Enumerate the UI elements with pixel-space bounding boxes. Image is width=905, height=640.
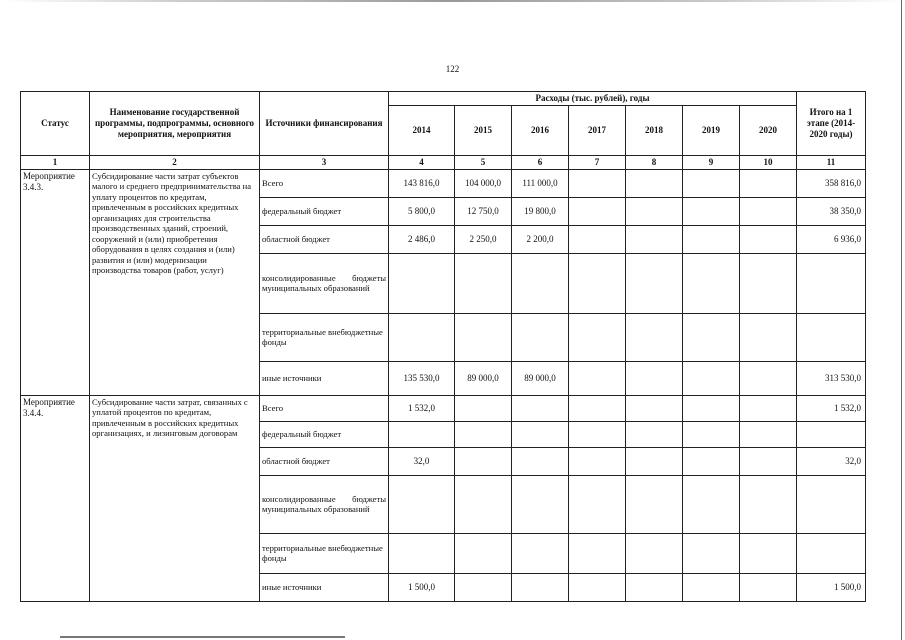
value-cell — [512, 533, 569, 573]
measure-3-4-3 — [21, 169, 866, 395]
value-cell — [626, 573, 683, 601]
source-label: федеральный бюджет — [260, 421, 389, 447]
header-year: 2016 — [512, 106, 569, 156]
header-year: 2017 — [569, 106, 626, 156]
value-cell — [683, 169, 740, 197]
scan-edge-right — [901, 0, 902, 640]
value-cell — [455, 253, 512, 313]
value-cell: 135 530,0 — [389, 361, 455, 395]
value-cell — [740, 253, 797, 313]
value-cell: 1 500,0 — [389, 573, 455, 601]
header-year: 2015 — [455, 106, 512, 156]
total-cell: 38 350,0 — [797, 197, 866, 225]
value-cell — [389, 533, 455, 573]
value-cell: 111 000,0 — [512, 169, 569, 197]
column-number: 6 — [512, 156, 569, 170]
value-cell — [389, 475, 455, 533]
measure-3-4-4 — [21, 395, 866, 601]
table-header — [21, 92, 866, 170]
value-cell — [626, 197, 683, 225]
value-cell — [569, 573, 626, 601]
table-row — [21, 169, 866, 197]
value-cell — [389, 313, 455, 361]
value-cell — [569, 169, 626, 197]
header-name: Наименование государственной программы, подпрограммы, основного мероприятия, мероприятия — [90, 92, 260, 156]
value-cell — [626, 421, 683, 447]
value-cell: 89 000,0 — [512, 361, 569, 395]
measure-status: Мероприятие 3.4.3. — [21, 169, 90, 395]
total-cell: 6 936,0 — [797, 225, 866, 253]
total-cell — [797, 313, 866, 361]
value-cell — [569, 197, 626, 225]
source-label: консолидированные бюджеты муниципальных образований — [260, 475, 389, 533]
total-cell: 313 530,0 — [797, 361, 866, 395]
column-number: 10 — [740, 156, 797, 170]
column-number: 5 — [455, 156, 512, 170]
value-cell: 1 532,0 — [389, 395, 455, 421]
header-total: Итого на 1 этапе (2014-2020 годы) — [797, 92, 866, 156]
total-cell: 1 500,0 — [797, 573, 866, 601]
value-cell — [683, 225, 740, 253]
value-cell — [512, 421, 569, 447]
value-cell — [455, 447, 512, 475]
header-sources: Источники финансирования — [260, 92, 389, 156]
value-cell — [740, 169, 797, 197]
value-cell: 2 486,0 — [389, 225, 455, 253]
source-label: Всего — [260, 169, 389, 197]
value-cell: 5 800,0 — [389, 197, 455, 225]
value-cell: 32,0 — [389, 447, 455, 475]
value-cell: 143 816,0 — [389, 169, 455, 197]
total-cell: 32,0 — [797, 447, 866, 475]
source-label: Всего — [260, 395, 389, 421]
value-cell — [626, 253, 683, 313]
scan-edge-top — [0, 0, 905, 2]
value-cell — [512, 313, 569, 361]
column-number: 11 — [797, 156, 866, 170]
total-cell — [797, 475, 866, 533]
value-cell — [455, 573, 512, 601]
value-cell — [626, 395, 683, 421]
value-cell — [569, 533, 626, 573]
source-label: территориальные внебюджетные фонды — [260, 533, 389, 573]
value-cell — [626, 475, 683, 533]
column-number: 2 — [90, 156, 260, 170]
value-cell — [512, 253, 569, 313]
value-cell — [626, 313, 683, 361]
value-cell — [455, 313, 512, 361]
scan-edge-bottom — [60, 636, 345, 638]
value-cell — [569, 421, 626, 447]
value-cell: 2 200,0 — [512, 225, 569, 253]
header-expenses: Расходы (тыс. рублей), годы — [389, 92, 797, 106]
column-number: 4 — [389, 156, 455, 170]
header-status: Статус — [21, 92, 90, 156]
total-cell — [797, 253, 866, 313]
value-cell — [626, 169, 683, 197]
value-cell — [512, 447, 569, 475]
value-cell — [512, 395, 569, 421]
value-cell — [740, 197, 797, 225]
measure-name: Субсидирование части затрат субъектов малого и среднего предпринимательства на уплату процентов по кредитам, привлеченным в российских кредитных организациях для строительства производственных зданий, строений, сооружений и (или) приобретения оборудования в целях создания и (или) развития и (или) модернизации производства товаров (работ, услуг) — [90, 169, 260, 395]
source-label: иные источники — [260, 573, 389, 601]
value-cell — [512, 573, 569, 601]
source-label: консолидированные бюджеты муниципальных образований — [260, 253, 389, 313]
value-cell — [683, 253, 740, 313]
value-cell — [683, 475, 740, 533]
value-cell — [569, 395, 626, 421]
total-cell — [797, 421, 866, 447]
column-number: 3 — [260, 156, 389, 170]
value-cell — [569, 253, 626, 313]
value-cell — [569, 225, 626, 253]
value-cell — [455, 421, 512, 447]
value-cell — [683, 395, 740, 421]
value-cell — [740, 447, 797, 475]
column-number: 1 — [21, 156, 90, 170]
value-cell: 2 250,0 — [455, 225, 512, 253]
value-cell: 12 750,0 — [455, 197, 512, 225]
header-year: 2020 — [740, 106, 797, 156]
value-cell: 89 000,0 — [455, 361, 512, 395]
value-cell: 104 000,0 — [455, 169, 512, 197]
source-label: областной бюджет — [260, 447, 389, 475]
header-year: 2019 — [683, 106, 740, 156]
value-cell — [512, 475, 569, 533]
source-label: областной бюджет — [260, 225, 389, 253]
value-cell — [626, 361, 683, 395]
value-cell — [740, 313, 797, 361]
value-cell — [569, 447, 626, 475]
value-cell — [455, 475, 512, 533]
header-year: 2014 — [389, 106, 455, 156]
value-cell — [683, 313, 740, 361]
value-cell — [455, 533, 512, 573]
value-cell — [740, 533, 797, 573]
total-cell: 358 816,0 — [797, 169, 866, 197]
value-cell — [455, 395, 512, 421]
value-cell — [683, 533, 740, 573]
column-number: 8 — [626, 156, 683, 170]
page-number: 122 — [445, 64, 460, 74]
value-cell — [740, 421, 797, 447]
value-cell — [740, 225, 797, 253]
source-label: иные источники — [260, 361, 389, 395]
measure-status: Мероприятие 3.4.4. — [21, 395, 90, 601]
value-cell — [389, 421, 455, 447]
value-cell — [683, 447, 740, 475]
value-cell — [626, 447, 683, 475]
value-cell — [626, 533, 683, 573]
table-row — [21, 395, 866, 421]
source-label: территориальные внебюджетные фонды — [260, 313, 389, 361]
header-year: 2018 — [626, 106, 683, 156]
value-cell — [683, 573, 740, 601]
total-cell — [797, 533, 866, 573]
value-cell — [683, 421, 740, 447]
value-cell — [569, 361, 626, 395]
value-cell — [626, 225, 683, 253]
value-cell: 19 800,0 — [512, 197, 569, 225]
value-cell — [683, 197, 740, 225]
measure-name: Субсидирование части затрат, связанных с уплатой процентов по кредитам, привлеченным в российских кредитных организациях, и лизинговым договорам — [90, 395, 260, 601]
value-cell — [389, 253, 455, 313]
value-cell — [569, 313, 626, 361]
value-cell — [740, 361, 797, 395]
column-number: 9 — [683, 156, 740, 170]
value-cell — [740, 475, 797, 533]
value-cell — [569, 475, 626, 533]
column-number: 7 — [569, 156, 626, 170]
total-cell: 1 532,0 — [797, 395, 866, 421]
budget-table — [20, 91, 866, 602]
value-cell — [740, 573, 797, 601]
value-cell — [740, 395, 797, 421]
value-cell — [683, 361, 740, 395]
source-label: федеральный бюджет — [260, 197, 389, 225]
